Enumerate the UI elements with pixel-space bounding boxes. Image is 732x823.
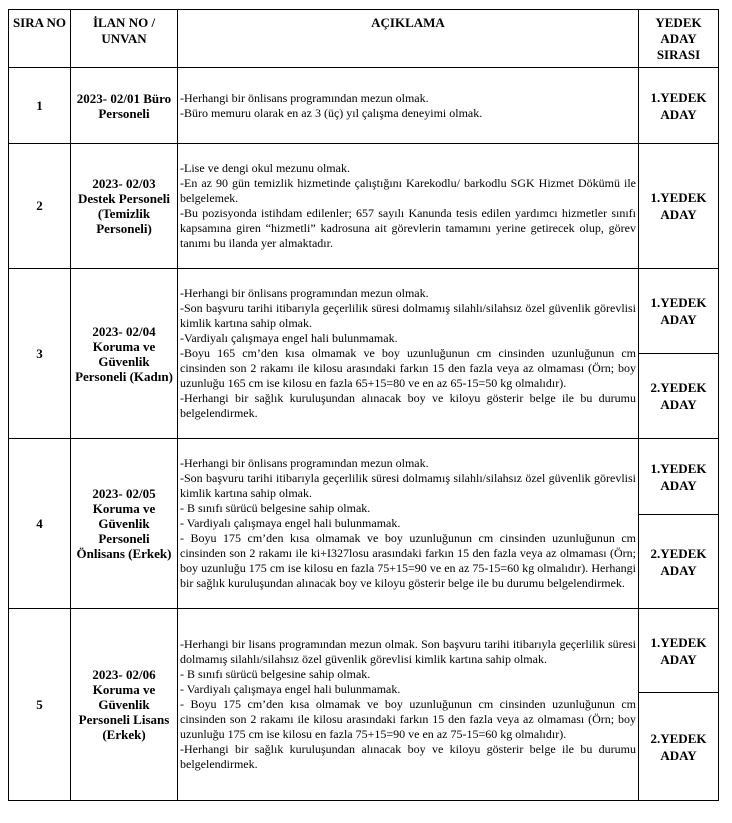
table-row (9, 68, 719, 144)
row-yedek-aday: 1.YEDEK ADAY (639, 68, 719, 144)
aciklama-line: -Herhangi bir önlisans programından mezun olmak. (180, 286, 429, 300)
aciklama-line: - B sınıfı sürücü belgesine sahip olmak. (180, 501, 371, 515)
aciklama-line: -Herhangi bir önlisans programından mezun olmak. (180, 90, 429, 105)
row-sira-no: 2 (9, 144, 71, 269)
aciklama-line: -Lise ve dengi okul mezunu olmak. (180, 161, 350, 175)
aciklama-line: -Son başvuru tarihi itibarıyla geçerlilik süresi dolmamış silahlı/silahsız özel güvenlik görevlisi kimlik kartına sahip olmak. (180, 471, 636, 500)
row-sira-no: 3 (9, 269, 71, 439)
row-yedek-aday-1: 1.YEDEK ADAY (639, 609, 719, 693)
row-yedek-aday-2: 2.YEDEK ADAY (639, 354, 719, 439)
aciklama-line: - B sınıfı sürücü belgesine sahip olmak. (180, 667, 371, 681)
row-yedek-aday-2: 2.YEDEK ADAY (639, 693, 719, 801)
aciklama-line: -Büro memuru olarak en az 3 (üç) yıl çalışma deneyimi olmak. (180, 105, 483, 120)
header-aciklama: AÇIKLAMA (178, 10, 639, 68)
aciklama-line: -Herhangi bir sağlık kuruluşundan alınacak boy ve kiloyu gösterir belge ile bu durumu belgelendirmek. (180, 391, 636, 420)
header-sira-no: SIRA NO (9, 10, 71, 68)
aciklama-line: -Herhangi bir lisans programından mezun olmak. Son başvuru tarihi itibarıyla geçerlilik süresi dolmamış silahlı/silahsız özel güvenlik görevlisi kimlik kartına sahip olmak. (180, 637, 636, 666)
row-sira-no: 4 (9, 439, 71, 609)
header-row (9, 10, 719, 68)
row-ilan-unvan: 2023- 02/01 Büro Personeli (71, 68, 178, 144)
row-aciklama (178, 439, 639, 609)
row-ilan-unvan: 2023- 02/05 Koruma ve Güvenlik Personeli Önlisans (Erkek) (71, 439, 178, 609)
row-ilan-unvan: 2023- 02/03 Destek Personeli (Temizlik Personeli) (71, 144, 178, 269)
aciklama-line: - Vardiyalı çalışmaya engel hali bulunmamak. (180, 516, 401, 530)
row-sira-no: 1 (9, 68, 71, 144)
row-aciklama (178, 144, 639, 269)
aciklama-line: -Herhangi bir sağlık kuruluşundan alınacak boy ve kiloyu gösterir belge ile bu durumu belgelendirmek. (180, 742, 636, 771)
row-yedek-aday-2: 2.YEDEK ADAY (639, 515, 719, 609)
table-row (9, 609, 719, 693)
header-yedek-aday-sirasi: YEDEK ADAY SIRASI (639, 10, 719, 68)
row-ilan-unvan: 2023- 02/06 Koruma ve Güvenlik Personeli Lisans (Erkek) (71, 609, 178, 801)
row-yedek-aday-1: 1.YEDEK ADAY (639, 269, 719, 354)
aciklama-line: - Boyu 175 cm’den kısa olmamak ve boy uzunluğunun cm cinsinden uzunluğunun cm cinsinden son 2 rakamı ile kilosu arasındaki farkın 15 den fazla veya az olmaması (Örn; boy uzunluğu 175 cm ise kilosu en fazla 75+15=90 ve en az 75-15=60 kg olmalıdır). (180, 697, 636, 741)
table-row (9, 144, 719, 269)
aciklama-line: -Vardiyalı çalışmaya engel hali bulunmamak. (180, 331, 398, 345)
row-yedek-aday-1: 1.YEDEK ADAY (639, 439, 719, 515)
row-sira-no: 5 (9, 609, 71, 801)
aciklama-line: - Boyu 175 cm’den kısa olmamak ve boy uzunluğunun cm cinsinden uzunluğunun cm cinsinden son 2 rakamı ile ki+I327losu arasındaki farkın 15 den fazla veya az olmaması (Örn; boy uzunluğu 175 cm ise kilosu en fazla 75+15=90 ve en az 75-15=60 kg olmalıdır). Herhangi bir sağlık kuruluşundan alınacak boy ve kiloyu gösterir belge ile bu durumu belgelendirmek. (180, 531, 636, 590)
table-row (9, 439, 719, 515)
header-ilan-no-unvan: İLAN NO / UNVAN (71, 10, 178, 68)
row-aciklama (178, 68, 639, 144)
aciklama-line: -Boyu 165 cm’den kısa olmamak ve boy uzunluğunun cm cinsinden uzunluğunun cm cinsinden son 2 rakamı ile kilosu arasındaki farkın 15 den fazla veya az olmaması (Örn; boy uzunluğu 165 cm ise kilosu en fazla 65+15=80 ve en az 65-15=50 kg olmalıdır). (180, 346, 636, 390)
aciklama-line: -Herhangi bir önlisans programından mezun olmak. (180, 456, 429, 470)
yedek-aday-table (8, 9, 719, 801)
aciklama-line: - Vardiyalı çalışmaya engel hali bulunmamak. (180, 682, 401, 696)
aciklama-line: -Bu pozisyonda istihdam edilenler; 657 sayılı Kanunda tesis edilen yardımcı hizmetler sınıfı kapsamına giren “hizmetli” kadrosuna ait görevlerin tamamını yerine getirecek olup, görev tanımı bu ilanda yer almaktadır. (180, 206, 636, 250)
row-aciklama (178, 269, 639, 439)
row-yedek-aday: 1.YEDEK ADAY (639, 144, 719, 269)
aciklama-line: -Son başvuru tarihi itibarıyla geçerlilik süresi dolmamış silahlı/silahsız özel güvenlik görevlisi kimlik kartına sahip olmak. (180, 301, 636, 330)
aciklama-line: -En az 90 gün temizlik hizmetinde çalıştığını Karekodlu/ barkodlu SGK Hizmet Dökümü ile belgelemek. (180, 176, 636, 205)
table-row (9, 269, 719, 354)
row-ilan-unvan: 2023- 02/04 Koruma ve Güvenlik Personeli (Kadın) (71, 269, 178, 439)
row-aciklama (178, 609, 639, 801)
